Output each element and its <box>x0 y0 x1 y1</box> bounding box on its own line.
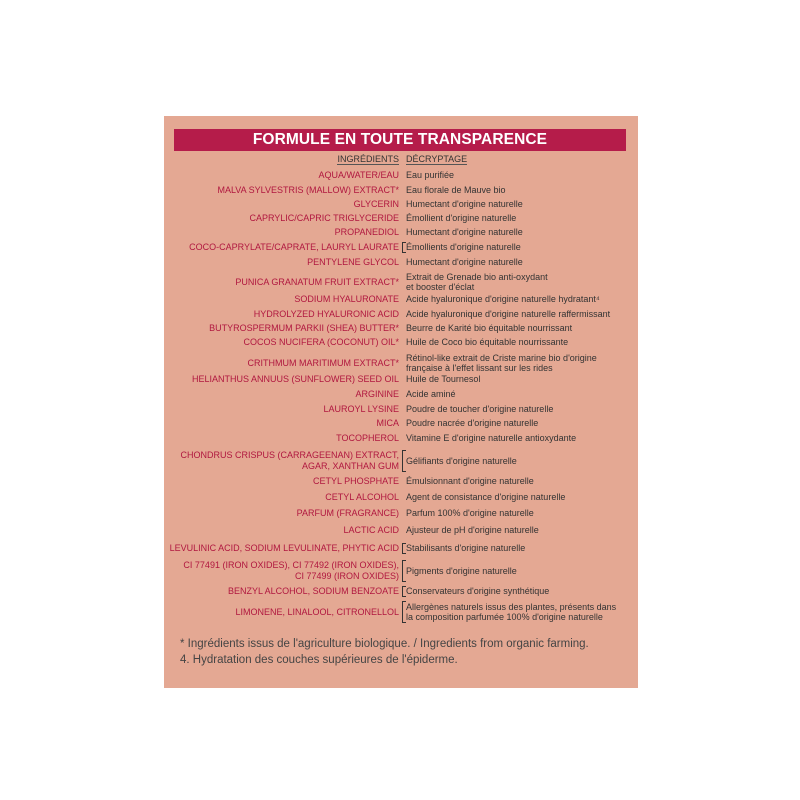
ingredient-line: BUTYROSPERMUM PARKII (SHEA) BUTTER* <box>209 323 399 333</box>
ingredient-description <box>406 374 480 385</box>
description-line: Extrait de Grenade bio anti-oxydant <box>406 271 548 282</box>
description-line: Eau purifiée <box>406 170 455 181</box>
table-row <box>164 213 638 224</box>
description-line: Pigments d'origine naturelle <box>406 565 517 576</box>
ingredients-header: INGRÉDIENTS <box>337 154 399 164</box>
ingredient-description <box>406 476 534 487</box>
table-row <box>164 352 638 374</box>
table-row <box>164 294 638 305</box>
ingredient-description <box>406 525 539 536</box>
ingredient-description <box>406 508 534 519</box>
ingredient-line: GLYCERIN <box>353 199 399 209</box>
ingredient-name <box>248 358 400 369</box>
table-row <box>164 525 638 536</box>
ingredient-name <box>189 242 399 253</box>
ingredient-description <box>406 227 523 238</box>
ingredient-line: COCO-CAPRYLATE/CAPRATE, LAURYL LAURATE <box>189 242 399 252</box>
table-row <box>164 476 638 487</box>
ingredient-description <box>406 433 576 444</box>
ingredient-line: AQUA/WATER/EAU <box>318 170 399 180</box>
description-line: Émollients d'origine naturelle <box>406 242 521 253</box>
ingredient-name <box>307 257 399 268</box>
ingredient-line: BENZYL ALCOHOL, SODIUM BENZOATE <box>227 586 399 596</box>
table-row <box>164 601 638 623</box>
decryptage-header: DÉCRYPTAGE <box>406 154 468 164</box>
ingredient-line: MALVA SYLVESTRIS (MALLOW) EXTRACT* <box>217 185 399 195</box>
ingredient-description <box>406 257 523 268</box>
description-line: Émulsionnant d'origine naturelle <box>406 476 534 487</box>
description-line: Émollient d'origine naturelle <box>406 213 517 224</box>
description-line: française à l'effet lissant sur les rides <box>406 363 553 373</box>
ingredient-line: LACTIC ACID <box>343 525 399 535</box>
ingredient-name <box>217 185 399 196</box>
ingredient-description <box>406 170 454 181</box>
panel-title: FORMULE EN TOUTE TRANSPARENCE <box>174 129 626 151</box>
table-row <box>164 185 638 196</box>
table-row <box>164 323 638 334</box>
ingredient-name <box>228 586 399 597</box>
ingredient-name <box>355 389 399 400</box>
description-line: Vitamine E d'origine naturelle antioxydante <box>406 433 577 444</box>
footnote-organic: * Ingrédients issus de l'agriculture biologique. / Ingredients from organic farming. <box>180 638 589 650</box>
description-line: Rétinol-like extrait de Criste marine bio d'origine <box>406 352 597 363</box>
ingredient-name <box>249 213 399 224</box>
table-row <box>164 586 638 597</box>
column-headers <box>164 154 638 167</box>
ingredient-description <box>406 353 597 374</box>
ingredient-line: HYDROLYZED HYALURONIC ACID <box>253 309 399 319</box>
ingredient-line: AGAR, XANTHAN GUM <box>301 461 399 471</box>
footnotes <box>180 636 630 668</box>
description-line: la composition parfumée 100% d'origine naturelle <box>406 612 603 622</box>
ingredient-line: CRITHMUM MARITIMUM EXTRACT* <box>247 357 399 368</box>
ingredient-line: CI 77499 (IRON OXIDES) <box>294 571 399 581</box>
ingredient-description <box>406 543 525 554</box>
ingredient-description <box>406 323 572 334</box>
ingredient-line: PROPANEDIOL <box>334 227 399 237</box>
ingredient-description <box>406 272 548 293</box>
description-line: Stabilisants d'origine naturelle <box>406 543 526 554</box>
ingredient-description <box>406 242 521 253</box>
ingredient-description <box>406 492 565 503</box>
description-line: Humectant d'origine naturelle <box>406 227 523 238</box>
ingredient-line: ARGININE <box>355 389 399 399</box>
description-line: Parfum 100% d'origine naturelle <box>406 508 534 519</box>
table-row <box>164 418 638 429</box>
table-row <box>164 337 638 348</box>
table-row <box>164 389 638 400</box>
ingredient-description <box>406 199 523 210</box>
table-row <box>164 227 638 238</box>
table-row <box>164 433 638 444</box>
ingredient-line: PARFUM (FRAGRANCE) <box>296 508 399 518</box>
ingredient-line: CHONDRUS CRISPUS (CARRAGEENAN) EXTRACT, <box>180 450 399 460</box>
ingredient-name <box>254 309 399 320</box>
description-line: Humectant d'origine naturelle <box>406 257 523 268</box>
description-line: Gélifiants d'origine naturelle <box>406 455 517 466</box>
table-row <box>164 508 638 519</box>
ingredient-description <box>406 404 553 415</box>
ingredient-line: CETYL PHOSPHATE <box>312 476 399 486</box>
ingredient-description <box>406 566 517 577</box>
ingredient-name <box>297 508 399 519</box>
ingredient-description <box>406 213 516 224</box>
ingredient-name <box>180 450 399 472</box>
table-row <box>164 374 638 385</box>
description-line: Acide hyaluronique d'origine naturelle hydratant⁴ <box>406 294 600 305</box>
ingredient-name <box>235 607 399 618</box>
description-line: Poudre de toucher d'origine naturelle <box>406 404 554 415</box>
ingredient-line: LAUROYL LYSINE <box>323 404 399 414</box>
ingredient-name <box>325 492 399 503</box>
description-line: Beurre de Karité bio équitable nourrissant <box>406 323 573 334</box>
description-line: Allergènes naturels issus des plantes, présents dans <box>406 601 617 612</box>
ingredient-description <box>406 337 568 348</box>
table-row <box>164 242 638 253</box>
ingredient-name <box>192 374 399 385</box>
description-line: Huile de Tournesol <box>406 374 481 385</box>
ingredient-name <box>318 170 399 181</box>
table-row <box>164 543 638 554</box>
description-line: Acide hyaluronique d'origine naturelle raffermissant <box>406 309 611 320</box>
ingredient-name <box>336 433 399 444</box>
description-line: Eau florale de Mauve bio <box>406 185 506 196</box>
table-row <box>164 257 638 268</box>
ingredient-name <box>170 543 399 554</box>
ingredient-name <box>343 525 399 536</box>
ingredient-description <box>406 185 506 196</box>
ingredient-name <box>243 337 399 348</box>
ingredient-description <box>406 389 456 400</box>
ingredient-name <box>313 476 399 487</box>
ingredient-description <box>406 586 549 597</box>
ingredients-panel <box>164 116 638 688</box>
table-row <box>164 450 638 472</box>
ingredient-name <box>377 418 400 429</box>
ingredient-line: HELIANTHUS ANNUUS (SUNFLOWER) SEED OIL <box>191 374 399 384</box>
ingredient-line: PUNICA GRANATUM FRUIT EXTRACT* <box>235 276 399 287</box>
table-row <box>164 492 638 503</box>
table-row <box>164 404 638 415</box>
ingredient-line: SODIUM HYALURONATE <box>294 294 399 304</box>
footnote-hydration: 4. Hydratation des couches supérieures de l'épiderme. <box>180 654 458 666</box>
description-line: Conservateurs d'origine synthétique <box>406 586 550 597</box>
ingredient-line: CETYL ALCOHOL <box>325 492 399 502</box>
ingredient-line: CI 77491 (IRON OXIDES), CI 77492 (IRON OXIDES), <box>183 560 399 570</box>
ingredient-line: TOCOPHEROL <box>336 433 399 443</box>
ingredient-line: PENTYLENE GLYCOL <box>307 257 399 267</box>
ingredient-name <box>354 199 399 210</box>
ingredient-name <box>209 323 399 334</box>
table-row <box>164 170 638 181</box>
description-line: Poudre nacrée d'origine naturelle <box>406 418 539 429</box>
description-line: Huile de Coco bio équitable nourrissante <box>406 337 569 348</box>
ingredient-name <box>294 294 399 305</box>
ingredient-line: LEVULINIC ACID, SODIUM LEVULINATE, PHYTIC ACID <box>169 543 399 553</box>
table-row <box>164 560 638 582</box>
table-row <box>164 271 638 293</box>
description-line: Agent de consistance d'origine naturelle <box>406 492 566 503</box>
description-line: Acide aminé <box>406 389 456 400</box>
ingredient-line: LIMONENE, LINALOOL, CITRONELLOL <box>235 606 399 617</box>
ingredient-line: MICA <box>376 418 399 428</box>
ingredient-description <box>406 309 610 320</box>
ingredient-description <box>406 456 517 467</box>
table-row <box>164 309 638 320</box>
table-row <box>164 199 638 210</box>
ingredient-line: CAPRYLIC/CAPRIC TRIGLYCERIDE <box>249 213 399 223</box>
ingredient-description <box>406 294 600 305</box>
description-line: Humectant d'origine naturelle <box>406 199 523 210</box>
ingredient-description <box>406 602 616 623</box>
ingredient-name <box>335 227 399 238</box>
ingredient-name <box>323 404 399 415</box>
ingredient-line: COCOS NUCIFERA (COCONUT) OIL* <box>243 337 399 347</box>
description-line: Ajusteur de pH d'origine naturelle <box>406 525 539 536</box>
ingredient-name <box>235 277 399 288</box>
ingredient-description <box>406 418 538 429</box>
ingredient-name <box>183 560 399 582</box>
description-line: et booster d'éclat <box>406 282 475 292</box>
